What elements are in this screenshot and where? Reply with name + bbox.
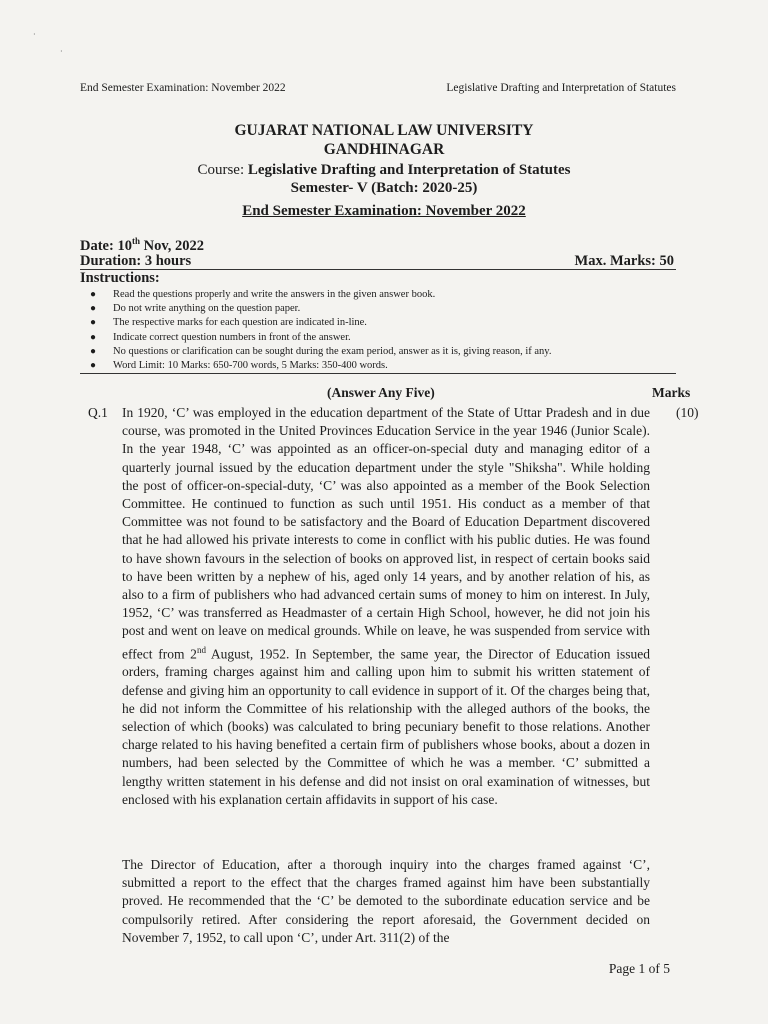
instruction-item: ● The respective marks for each question are indicated in-line.	[80, 316, 680, 330]
instructions-title: Instructions:	[80, 270, 160, 286]
divider-top	[80, 269, 676, 270]
page-number: Page 1 of 5	[608, 961, 670, 976]
divider-bottom	[80, 373, 676, 374]
instruction-item: ● Indicate correct question numbers in front of the answer.	[80, 331, 680, 345]
bullet-icon: ●	[90, 360, 97, 372]
scan-speck: ·	[33, 30, 36, 39]
university-heading	[0, 121, 768, 159]
question-paragraph-2: The Director of Education, after a thorough inquiry into the charges framed against ‘C’, submitted a report to the effect that the charges framed against him have been substantially proved. He recommended that the ‘C’ be demoted to the subordinate education service and be compulsorily retired. After considering the report aforesaid, the Government decided on November 7, 1952, to call upon ‘C’, under Art. 311(2) of the	[122, 857, 650, 945]
exam-date: Date: 10th Nov, 2022	[80, 236, 205, 254]
instruction-item: ● No questions or clarification can be sought during the exam period, answer as it is, giving reason, if any.	[80, 345, 680, 359]
running-header-right: Legislative Drafting and Interpretation of Statutes	[446, 82, 676, 94]
bullet-icon: ●	[90, 345, 97, 357]
question-marks: (10)	[676, 405, 699, 420]
scan-speck: ·	[60, 47, 63, 56]
exam-duration: Duration: 3 hours	[80, 253, 192, 269]
running-header-left: End Semester Examination: November 2022	[80, 82, 286, 94]
instruction-item: ● Read the questions properly and write the answers in the given answer book.	[80, 288, 680, 302]
bullet-icon: ●	[90, 289, 97, 300]
marks-column-heading: Marks	[652, 385, 691, 400]
instruction-item: ● Do not write anything on the question paper.	[80, 302, 680, 316]
question-number: Q.1	[88, 405, 108, 420]
university-city: GANDHINAGAR	[323, 141, 445, 158]
instructions-list	[80, 288, 680, 373]
bullet-icon: ●	[90, 331, 97, 343]
question-paragraph-1: In 1920, ‘C’ was employed in the education department of the State of Uttar Pradesh and in due course, was promoted in the United Provinces Education Service in the year 1946 (Junior Scale). In the year 1948, ‘C’ was appointed as an officer-on-special duty and managing editor of a quarterly journal issued by the education department under the style "Shiksha". While holding the post of officer-on-special-duty, ‘C’ was also appointed as a member of the Book Selection Committee. He continued to function as such until 1951. His conduct as a member of that Committee was not found to be satisfactory and the Board of Education Department discovered that he had allowed his private interests to come in conflict with his public duties. He was found to have shown favours in the selection of books on approved list, in respect of certain books said to have been written by a nephew of his, aged only 14 years, and by another relation of his, as also to a firm of publishers who had advanced certain sums of money to him on interest. In July, 1952, ‘C’ was transferred as Headmaster of a certain High School, however, he did not join his post and went on leave on medical grounds. While on leave, he was suspended from service with effect from 2nd August, 1952. In September, the same year, the Director of Education issued orders, framing charges against him and calling upon him to submit his written statement of defense and giving him an opportunity to call evidence in support of it. Of the charges being that, he did not inform the Committee of his relationship with the alleged authors of the books, the selection of which (books) was calculated to bring pecuniary benefit to those relations. Another charge related to his having benefited a certain firm of publishers whose books, about a dozen in numbers, had been selected by the Committee of which he was a member. ‘C’ submitted a lengthy written statement in his defense and did not insist on oral examination of witnesses, but enclosed with his explanation certain affidavits in support of his case.	[122, 405, 651, 807]
course-name: Legislative Drafting and Interpretation of Statutes	[247, 162, 571, 178]
instruction-item: ● Word Limit: 10 Marks: 650-700 words, 5 Marks: 350-400 words.	[80, 359, 680, 373]
course-label: Course:	[197, 162, 248, 178]
course-line	[0, 160, 768, 180]
exam-title: End Semester Examination: November 2022	[242, 203, 526, 219]
university-name: GUJARAT NATIONAL LAW UNIVERSITY	[234, 122, 534, 139]
answer-any-heading: (Answer Any Five)	[327, 385, 435, 400]
max-marks: Max. Marks: 50	[574, 253, 674, 269]
bullet-icon: ●	[90, 317, 97, 329]
bullet-icon: ●	[90, 303, 97, 315]
semester-line: Semester- V (Batch: 2020-25)	[290, 180, 478, 196]
